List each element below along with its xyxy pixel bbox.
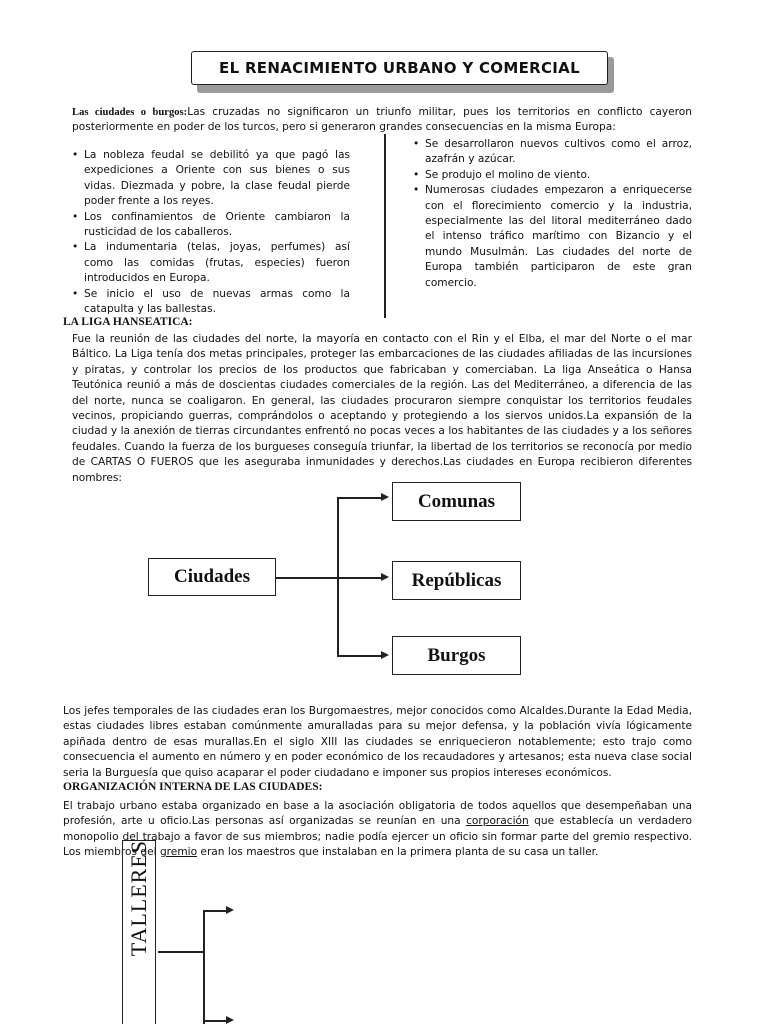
list-item: • Se produjo el molino de viento. xyxy=(425,168,692,183)
page-title: EL RENACIMIENTO URBANO Y COMERCIAL xyxy=(191,51,608,85)
arrow-icon xyxy=(381,573,389,581)
list-item: • Se inicio el uso de nuevas armas como la catapulta y las ballestas. xyxy=(84,287,350,318)
talleres-tree-connector xyxy=(158,951,204,953)
list-item: • Numerosas ciudades empezaron a enriquecerse con el florecimiento comercio y la industria, especialmente las del litoral mediterráneo dado el intenso tráfico marítimo con Bizancio y el mundo Musulmán. Las ciudades del norte de Europa también participaron de este gran comercio. xyxy=(425,183,692,291)
diagram-trunk xyxy=(337,497,339,655)
diagram-branch-burgos: Burgos xyxy=(392,636,521,675)
column-divider xyxy=(384,134,386,318)
diagram-connector xyxy=(337,577,382,579)
organizacion-paragraph xyxy=(63,799,692,861)
talleres-tree-connector xyxy=(203,910,227,912)
arrow-icon xyxy=(381,651,389,659)
left-bullet-list xyxy=(84,148,350,317)
intro-text: Las cruzadas no significaron un triunfo militar, pues los territorios en conflicto cayeron posteriormente en poder de los turcos, pero si generaron grandes consecuencias en la misma Europa: xyxy=(72,106,692,134)
list-item: • La indumentaria (telas, joyas, perfumes) así como las comidas (frutas, especies) fueron introducidos en Europa. xyxy=(84,240,350,286)
list-item: • Se desarrollaron nuevos cultivos como el arroz, azafrán y azúcar. xyxy=(425,137,692,168)
arrow-icon xyxy=(226,1016,234,1024)
organizacion-text-3: eran los maestros que instalaban en la primera planta de su casa un taller. xyxy=(197,846,599,859)
organizacion-heading: ORGANIZACIÓN INTERNA DE LAS CIUDADES: xyxy=(63,781,323,793)
list-item: • Los confinamientos de Oriente cambiaron la rusticidad de los caballeros. xyxy=(84,210,350,241)
talleres-tree-connector xyxy=(203,1020,227,1022)
diagram-branch-republicas: Repúblicas xyxy=(392,561,521,600)
organizacion-text-2: que establecía un verdadero monopolio del trabajo a favor de sus miembros; nadie podía ejercer un oficio sin formar parte del gremio respectivo. Los miembros del xyxy=(63,815,692,859)
diagram-branch-comunas: Comunas xyxy=(392,482,521,521)
liga-heading: LA LIGA HANSEATICA: xyxy=(63,316,193,328)
gremio-term: gremio xyxy=(159,846,198,859)
intro-paragraph xyxy=(72,105,692,136)
diagram-connector xyxy=(276,577,338,579)
organizacion-text-1: El trabajo urbano estaba organizado en base a la asociación obligatoria de todos aquellos que desempeñaban una profesión, arte u oficio.Las personas así organizadas se reunían en una xyxy=(63,800,692,828)
jefes-paragraph: Los jefes temporales de las ciudades eran los Burgomaestres, mejor conocidos como Alcaldes.Durante la Edad Media, estas ciudades libres estaban comúnmente amuralladas para su mejor defensa, y la población vivía lógicamente apiñada dentro de esas murallas.En el siglo XIII las ciudades se enriquecieron notablemente; esto trajo como consecuencia el aumento en número y en poder económico de los recaudadores y artesanos; esta nueva clase social seria la Burguesía que quiso acaparar el poder ciudadano e imponer sus propios intereses económicos. xyxy=(63,705,692,779)
diagram-connector xyxy=(337,497,382,499)
right-bullet-list xyxy=(425,137,692,291)
talleres-label: TALLERES xyxy=(126,840,151,957)
diagram-root-ciudades: Ciudades xyxy=(148,558,276,596)
arrow-icon xyxy=(226,906,234,914)
talleres-label-wrap xyxy=(122,840,156,1024)
liga-paragraph: Fue la reunión de las ciudades del norte, la mayoría en contacto con el Rin y el Elba, el mar del Norte o el mar Báltico. La Liga tenía dos metas principales, proteger las embarcaciones de las ciudades afiliadas de las incursiones y piratas, y controlar los precios de los productos que fabricaban y comerciaban. La liga Anseática o Hansa Teutónica reunió a más de doscientas ciudades comerciales de la región. Las del Mediterráneo, a diferencia de las del norte, nunca se coaligaron. En general, las ciudades procuraron siempre conquistar los territorios feudales vecinos, propiciando guerras, comprándolos o aceptando y protegiendo a los siervos unidos.La expansión de la ciudad y la anexión de tierras circundantes enfrentó no pocas veces a los habitantes de las ciudades y a los señores feudales. Cuando la fuerza de los burgueses conseguía triunfar, la libertad de los territorios se reconocía por medio de CARTAS O FUEROS que les aseguraba inmunidades y derechos.Las ciudades en Europa recibieron diferentes nombres: xyxy=(72,333,692,484)
arrow-icon xyxy=(381,493,389,501)
diagram-connector xyxy=(337,655,382,657)
corporacion-term: corporación xyxy=(466,815,529,828)
intro-lead: Las ciudades o burgos: xyxy=(72,107,188,118)
talleres-tree-trunk xyxy=(203,910,205,1024)
list-item: • La nobleza feudal se debilitó ya que pagó las expediciones a Oriente con sus bienes o sus vidas. Diezmada y pobre, la clase feudal pierde poder frente a los reyes. xyxy=(84,148,350,210)
